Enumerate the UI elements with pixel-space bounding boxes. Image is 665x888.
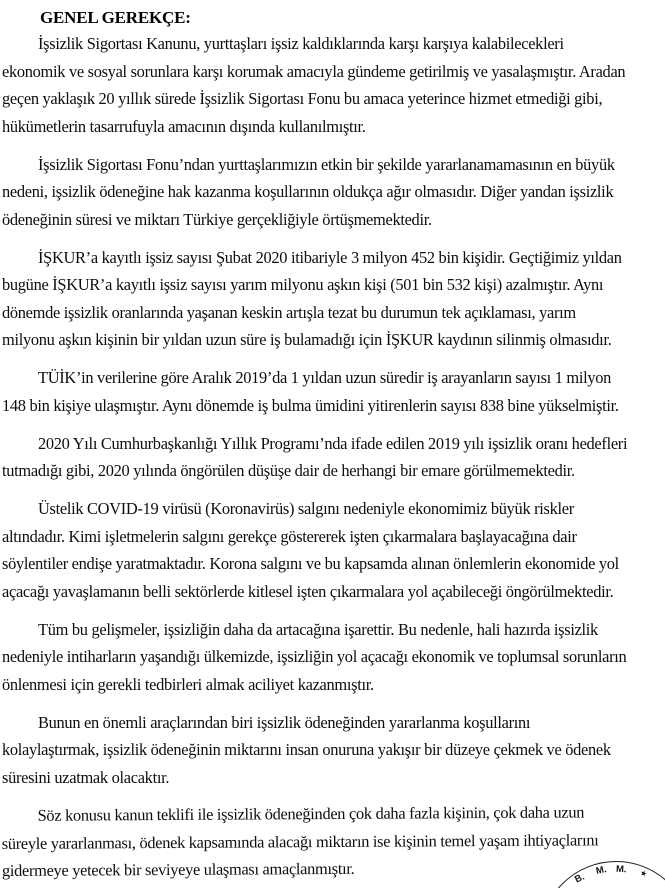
text-line: hükümetlerin tasarrufuyla amacının dışında kullanılmıştır. bbox=[2, 116, 366, 136]
text-line: nedeni, işsizlik ödeneğine hak kazanma koşullarının oldukça ağır olmasıdır. Diğer yandan işsizlik bbox=[2, 182, 614, 201]
document-title: GENEL GEREKÇE: bbox=[40, 8, 191, 27]
paragraph-7 bbox=[2, 616, 665, 699]
text-line: TÜİK’in verilerine göre Aralık 2019’da 1 yıldan uzun süredir iş arayanların sayısı 1 milyon bbox=[38, 368, 612, 387]
text-line: İŞKUR’a kayıtlı işsiz sayısı Şubat 2020 itibariyle 3 milyon 452 bin kişidir. Geçtiğimiz yıldan bbox=[38, 247, 622, 267]
text-line: süresini uzatmak olacaktır. bbox=[2, 767, 170, 787]
text-line: Söz konusu kanun teklifi ile işsizlik ödeneğinden çok daha fazla kişinin, çok daha uzun bbox=[37, 801, 585, 825]
text-line: gidermeye yetecek bir seviyeye ulaşması amaçlanmıştır. bbox=[1, 858, 355, 880]
text-line: söylentiler endişe yaratmaktadır. Korona salgını ve bu kapsamda alınan önlemlerin ekonomide yol bbox=[2, 554, 619, 573]
paragraph-6 bbox=[2, 495, 665, 605]
stamp-star-icon: ★ bbox=[638, 868, 649, 879]
paragraph-3 bbox=[2, 244, 665, 354]
document-body bbox=[0, 30, 665, 884]
text-line: ekonomik ve sosyal sorunlara karşı korumak amacıyla gündeme getirilmiş ve yasalaşmıştır. Aradan bbox=[2, 61, 626, 81]
text-line: 148 bin kişiye ulaşmıştır. Aynı dönemde iş bulma ümidini yitirenlerin sayısı 838 bine yükselmiştir. bbox=[2, 395, 619, 415]
paragraph-9 bbox=[1, 797, 664, 884]
stamp-letter: M. bbox=[615, 863, 627, 876]
paragraph-2 bbox=[2, 151, 665, 234]
text-line: Tüm bu gelişmeler, işsizliğin daha da artacağına işarettir. Bu nedenle, hali hazırda işsizlik bbox=[38, 619, 598, 639]
paragraph-1 bbox=[2, 30, 665, 140]
stamp-letter: B. bbox=[573, 871, 587, 886]
text-line: ödeneğinin süresi ve miktarı Türkiye gerçekliğiyle örtüşmemektedir. bbox=[2, 209, 432, 229]
text-line: İşsizlik Sigortası Fonu’ndan yurttaşlarımızın etkin bir şekilde yararlanamamasının en büyük bbox=[38, 154, 615, 174]
text-line: altındadır. Kimi işletmelerin salgını gerekçe göstererek işten çıkarmalara başlayacağına dair bbox=[2, 526, 577, 546]
text-line: süreyle yararlanması, ödenek kapsamında alacağı miktarın ise kişinin temel yaşam ihtiyaçlarını bbox=[1, 829, 599, 853]
text-line: açacağı yavaşlamanın belli sektörlerde kitlesel işten çıkarmalara yol açabileceği öngörülmektedir. bbox=[2, 581, 614, 601]
paragraph-8 bbox=[2, 709, 665, 792]
text-line: geçen yaklaşık 20 yıllık sürede İşsizlik Sigortası Fonu bu amaca yeterince hizmet etmediği gibi, bbox=[2, 89, 603, 108]
text-line: tutmadığı gibi, 2020 yılında öngörülen düşüşe dair de herhangi bir emare görülmemektedir. bbox=[2, 461, 575, 480]
stamp-letter: M. bbox=[594, 864, 608, 877]
text-line: kolaylaştırmak, işsizlik ödeneğinin miktarını insan onuruna yakışır bir düzeye çekmek ve ödenek bbox=[2, 740, 611, 759]
text-line: bugüne İŞKUR’a kayıtlı işsiz sayısı yarım milyonu aşkın kişi (501 bin 532 kişi) azalmıştır. Aynı bbox=[2, 275, 604, 294]
text-line: 2020 Yılı Cumhurbaşkanlığı Yıllık Programı’nda ifade edilen 2019 yılı işsizlik oranı hedefleri bbox=[38, 433, 628, 453]
text-line: dönemde işsizlik oranlarında yaşanan keskin artışla tezat bu durumun tek açıklaması, yarım bbox=[2, 302, 576, 322]
text-line: nedeniyle intiharların yaşandığı ülkemizde, işsizliğin yol açacağı ekonomik ve toplumsal sorunların bbox=[2, 647, 627, 666]
paragraph-5 bbox=[2, 430, 665, 485]
text-line: Bunun en önemli araçlarından biri işsizlik ödeneğinden yararlanma koşullarını bbox=[38, 712, 531, 732]
text-line: İşsizlik Sigortası Kanunu, yurttaşları işsiz kaldıklarında karşı karşıya kalabilecekleri bbox=[38, 34, 564, 53]
text-line: Üstelik COVID-19 virüsü (Koronavirüs) salgını nedeniyle ekonomimiz büyük riskler bbox=[38, 499, 574, 518]
text-line: milyonu aşkın kişinin bir yıldan uzun süre iş bulamadığı için İŞKUR kaydının silinmiş olmasıdır. bbox=[2, 330, 612, 349]
paragraph-4 bbox=[2, 364, 665, 419]
text-line: önlenmesi için gerekli tedbirleri almak aciliyet kazanmıştır. bbox=[2, 674, 374, 694]
